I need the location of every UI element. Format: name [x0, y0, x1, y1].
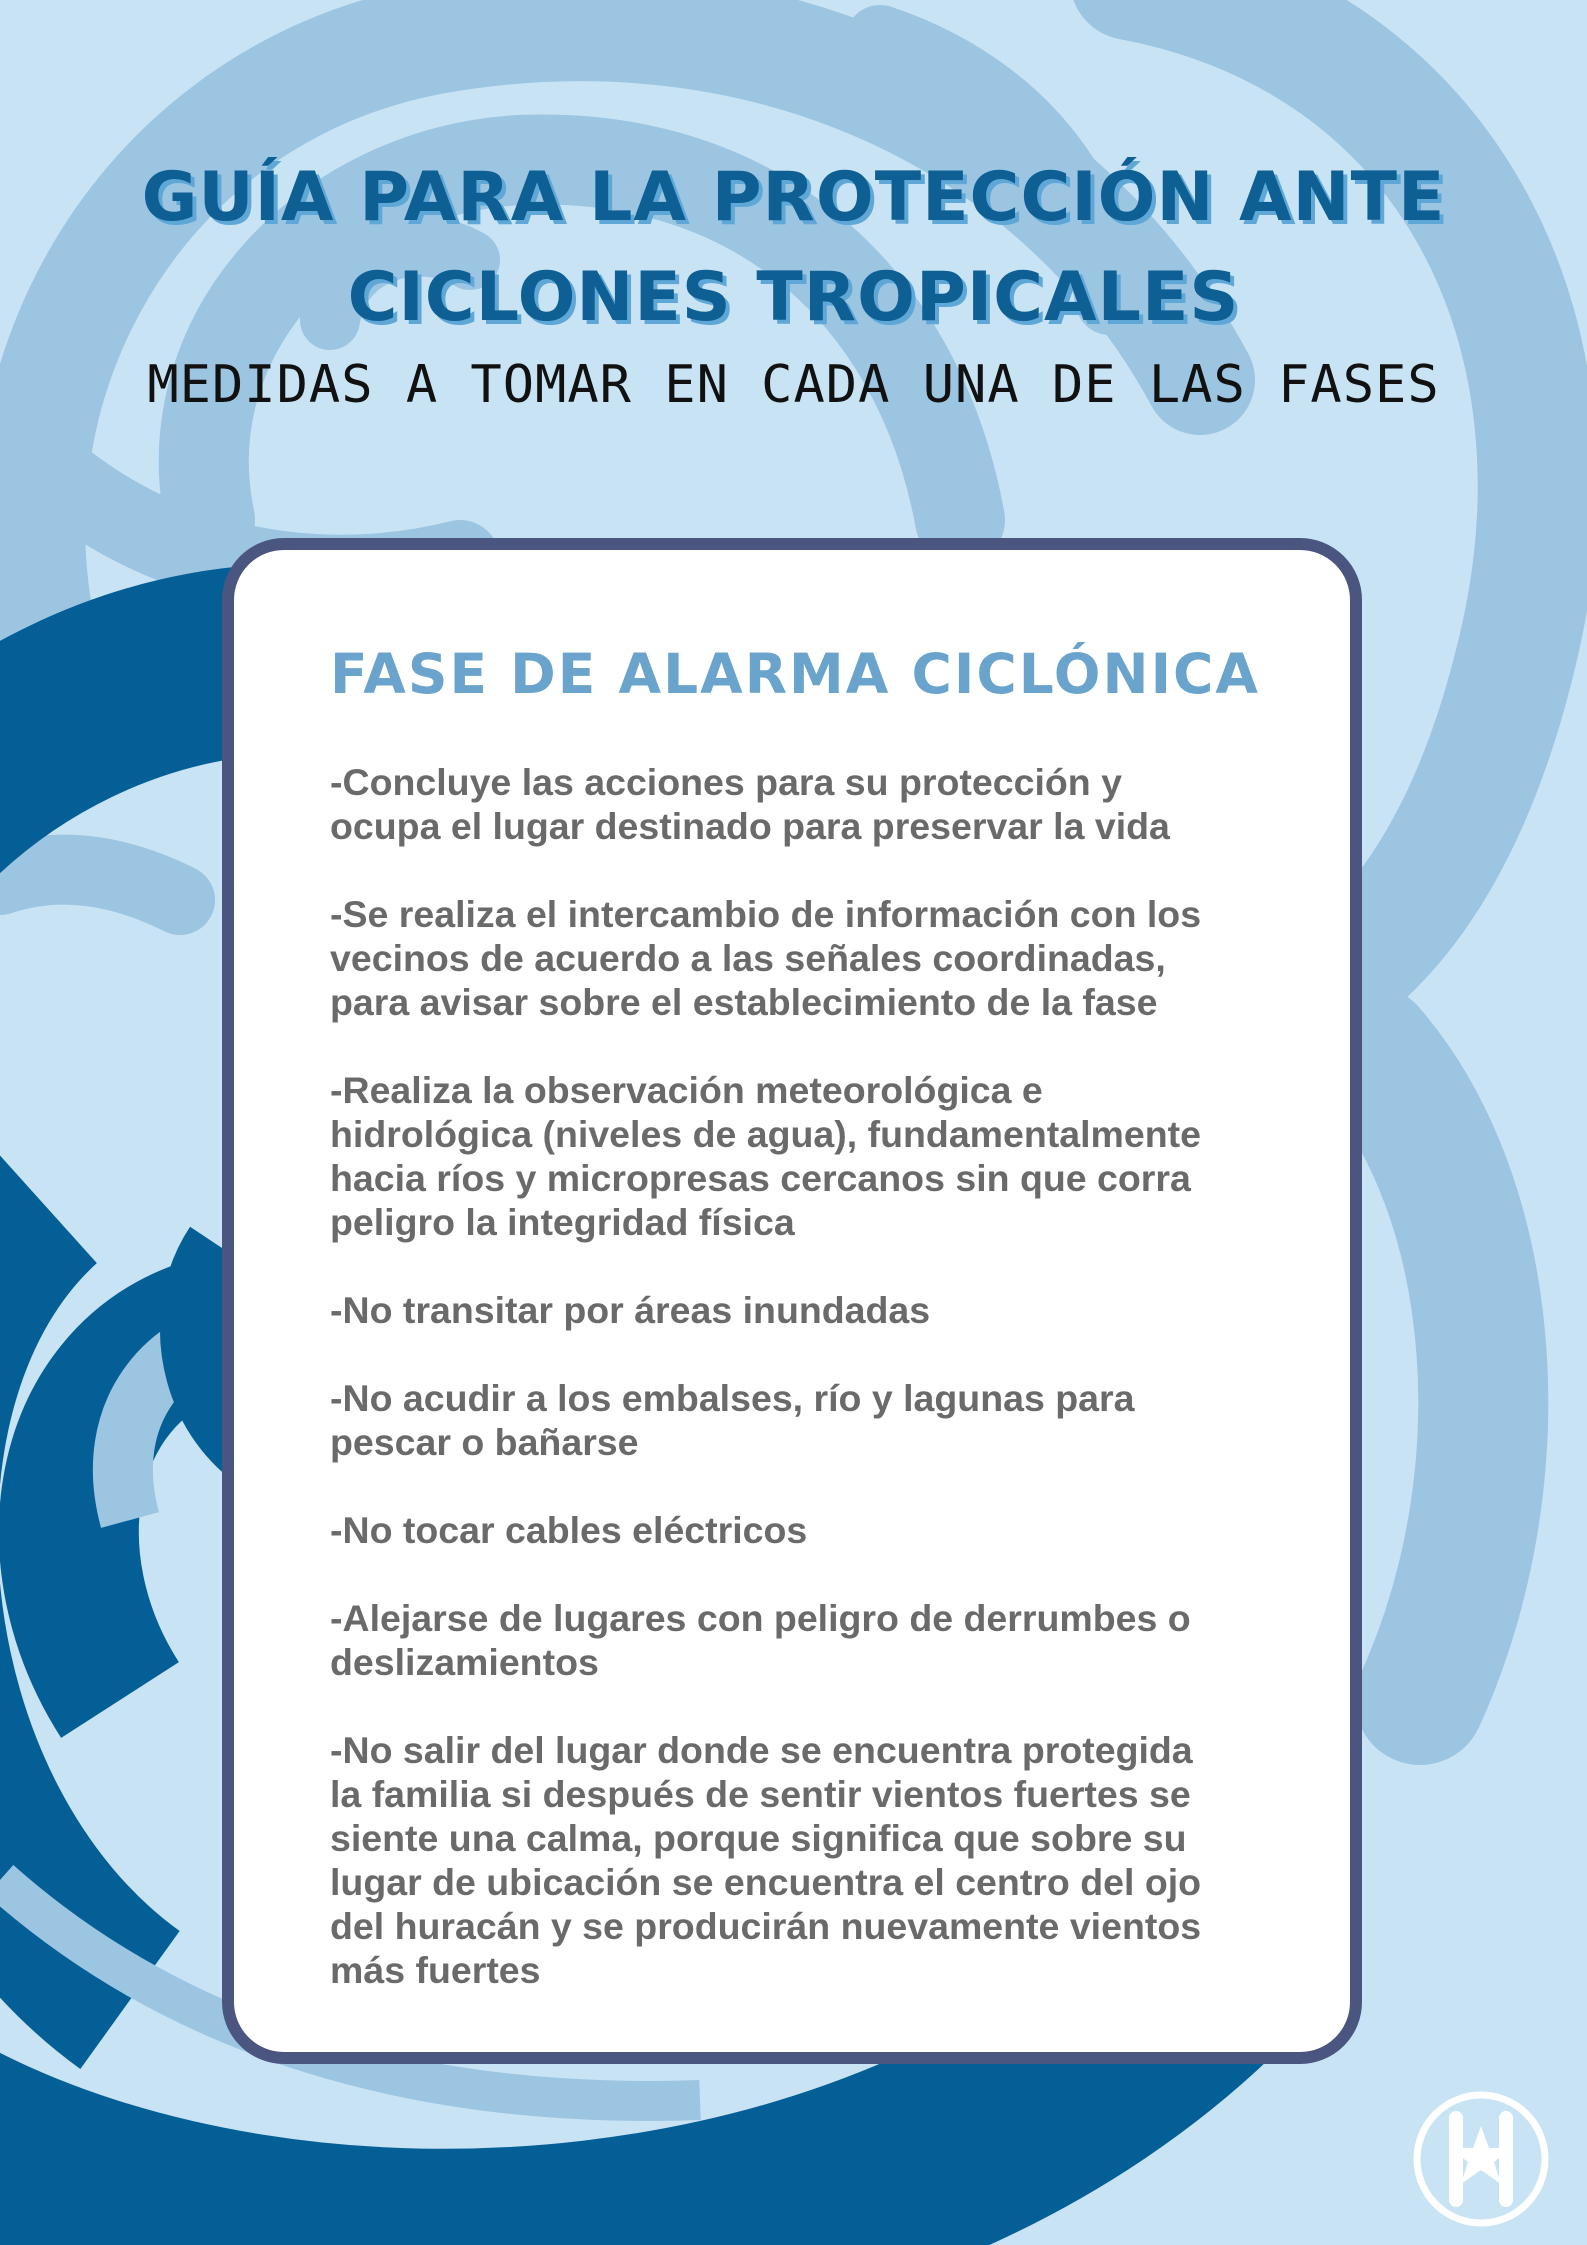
page-subtitle: MEDIDAS A TOMAR EN CADA UNA DE LAS FASES [147, 355, 1440, 415]
list-item: -No salir del lugar donde se encuentra protegida la familia si después de sentir vientos fuertes se siente una calma, porque significa que sobre su lugar de ubicación se encuentra el centro del ojo del huracán y se producirán nuevamente vientos más fuertes [330, 1729, 1202, 1991]
list-item: -Alejarse de lugares con peligro de derrumbes o deslizamientos [330, 1597, 1191, 1683]
phase-card [222, 538, 1362, 2064]
star-logo-icon [1410, 2088, 1552, 2230]
list-item: -No transitar por áreas inundadas [330, 1289, 931, 1331]
list-item: -Se realiza el intercambio de información con los vecinos de acuerdo a las señales coordinadas, para avisar sobre el establecimiento de la fase [330, 893, 1202, 1023]
list-item: -No tocar cables eléctricos [330, 1509, 808, 1551]
list-item: -Realiza la observación meteorológica e hidrológica (niveles de agua), fundamentalmente hacia ríos y micropresas cercanos sin que corra peligro la integridad física [330, 1069, 1201, 1243]
page-title-line-1: GUÍA PARA LA PROTECCIÓN ANTE [141, 158, 1446, 237]
measures-list [330, 760, 1320, 2036]
phase-title: FASE DE ALARMA CICLÓNICA [330, 642, 1260, 706]
list-item: -Concluye las acciones para su protección y ocupa el lugar destinado para preservar la vida [330, 761, 1170, 847]
list-item: -No acudir a los embalses, río y lagunas para pescar o bañarse [330, 1377, 1135, 1463]
page-title-line-2: CICLONES TROPICALES [347, 258, 1240, 337]
